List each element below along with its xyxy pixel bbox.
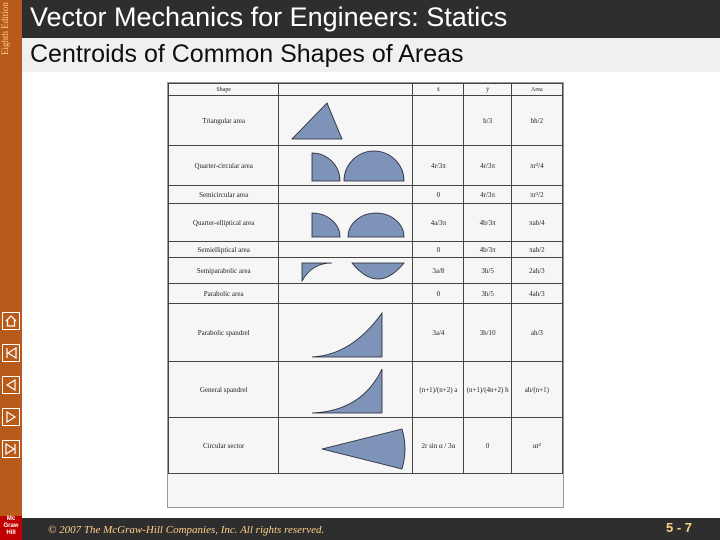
shape-cell: Quarter-circular area [169,146,279,186]
header-y: ȳ [464,84,511,96]
y-bar-cell: 4b/3π [464,242,511,258]
area-cell: πab/2 [511,242,562,258]
figure-cell [279,284,413,304]
copyright-text: © 2007 The McGraw-Hill Companies, Inc. All rights reserved. [48,524,325,536]
y-bar-cell: 4r/3π [464,186,511,204]
area-cell: ah/(n+1) [511,362,562,418]
shape-diagram [282,305,410,361]
shape-diagram [282,205,410,241]
y-bar-cell: 4b/3π [464,204,511,242]
x-bar-cell: 3a/4 [413,304,464,362]
shape-cell: Semicircular area [169,186,279,204]
figure-cell [279,146,413,186]
figure-cell [279,242,413,258]
centroid-table [168,83,563,474]
slide-subtitle: Centroids of Common Shapes of Areas [30,40,464,68]
shape-cell: Parabolic area [169,284,279,304]
previous-slide-button[interactable] [2,376,20,394]
area-cell: bh/2 [511,96,562,146]
y-bar-cell: 0 [464,418,511,474]
y-bar-cell: (n+1)/(4n+2) h [464,362,511,418]
area-cell: 2ah/3 [511,258,562,284]
shape-cell: Triangular area [169,96,279,146]
previous-slide-icon [4,378,18,392]
x-bar-cell: 0 [413,284,464,304]
next-slide-icon [4,410,18,424]
last-slide-button[interactable] [2,440,20,458]
x-bar-cell: (n+1)/(n+2) a [413,362,464,418]
home-icon [4,314,18,328]
header-area: Area [511,84,562,96]
table-row [169,204,563,242]
figure-cell [279,304,413,362]
area-cell: ah/3 [511,304,562,362]
figure-cell [279,258,413,284]
table-row [169,304,563,362]
figure-cell [279,96,413,146]
shape-diagram [282,97,410,145]
next-slide-button[interactable] [2,408,20,426]
header-shape: Shape [169,84,279,96]
figure-cell [279,362,413,418]
table-row [169,242,563,258]
header-x: x̄ [413,84,464,96]
y-bar-cell: h/3 [464,96,511,146]
table-row [169,258,563,284]
area-cell: 4ah/3 [511,284,562,304]
x-bar-cell [413,96,464,146]
figure-cell [279,186,413,204]
edition-band [0,0,22,540]
table-row [169,186,563,204]
shape-cell: Circular sector [169,418,279,474]
y-bar-cell: 4r/3π [464,146,511,186]
x-bar-cell: 0 [413,242,464,258]
area-cell: πab/4 [511,204,562,242]
shape-cell: Quarter-elliptical area [169,204,279,242]
area-cell: αr² [511,418,562,474]
header-figure [279,84,413,96]
shape-cell: Semielliptical area [169,242,279,258]
x-bar-cell: 0 [413,186,464,204]
home-button[interactable] [2,312,20,330]
y-bar-cell: 3h/5 [464,284,511,304]
table-row [169,96,563,146]
figure-cell [279,418,413,474]
shape-diagram [282,147,410,185]
area-cell: πr²/2 [511,186,562,204]
first-slide-button[interactable] [2,344,20,362]
y-bar-cell: 3h/10 [464,304,511,362]
shape-cell: General spandrel [169,362,279,418]
area-cell: πr²/4 [511,146,562,186]
shape-diagram [282,259,410,283]
table-row [169,284,563,304]
table-row [169,418,563,474]
centroid-table-figure [167,82,564,508]
shape-diagram [282,419,410,473]
shape-cell: Parabolic spandrel [169,304,279,362]
table-row [169,146,563,186]
edition-label: Eighth Edition [0,2,10,55]
x-bar-cell: 4r/3π [413,146,464,186]
last-slide-icon [4,442,18,456]
table-header-row [169,84,563,96]
y-bar-cell: 3h/5 [464,258,511,284]
mcgraw-hill-logo: Mc Graw Hill [0,516,22,540]
x-bar-cell: 2r sin α / 3α [413,418,464,474]
x-bar-cell: 4a/3π [413,204,464,242]
page-number: 5 - 7 [665,520,692,535]
shape-cell: Semiparabolic area [169,258,279,284]
table-row [169,362,563,418]
first-slide-icon [4,346,18,360]
figure-cell [279,204,413,242]
slide-title: Vector Mechanics for Engineers: Statics [30,2,508,32]
shape-diagram [282,363,410,417]
x-bar-cell: 3a/8 [413,258,464,284]
